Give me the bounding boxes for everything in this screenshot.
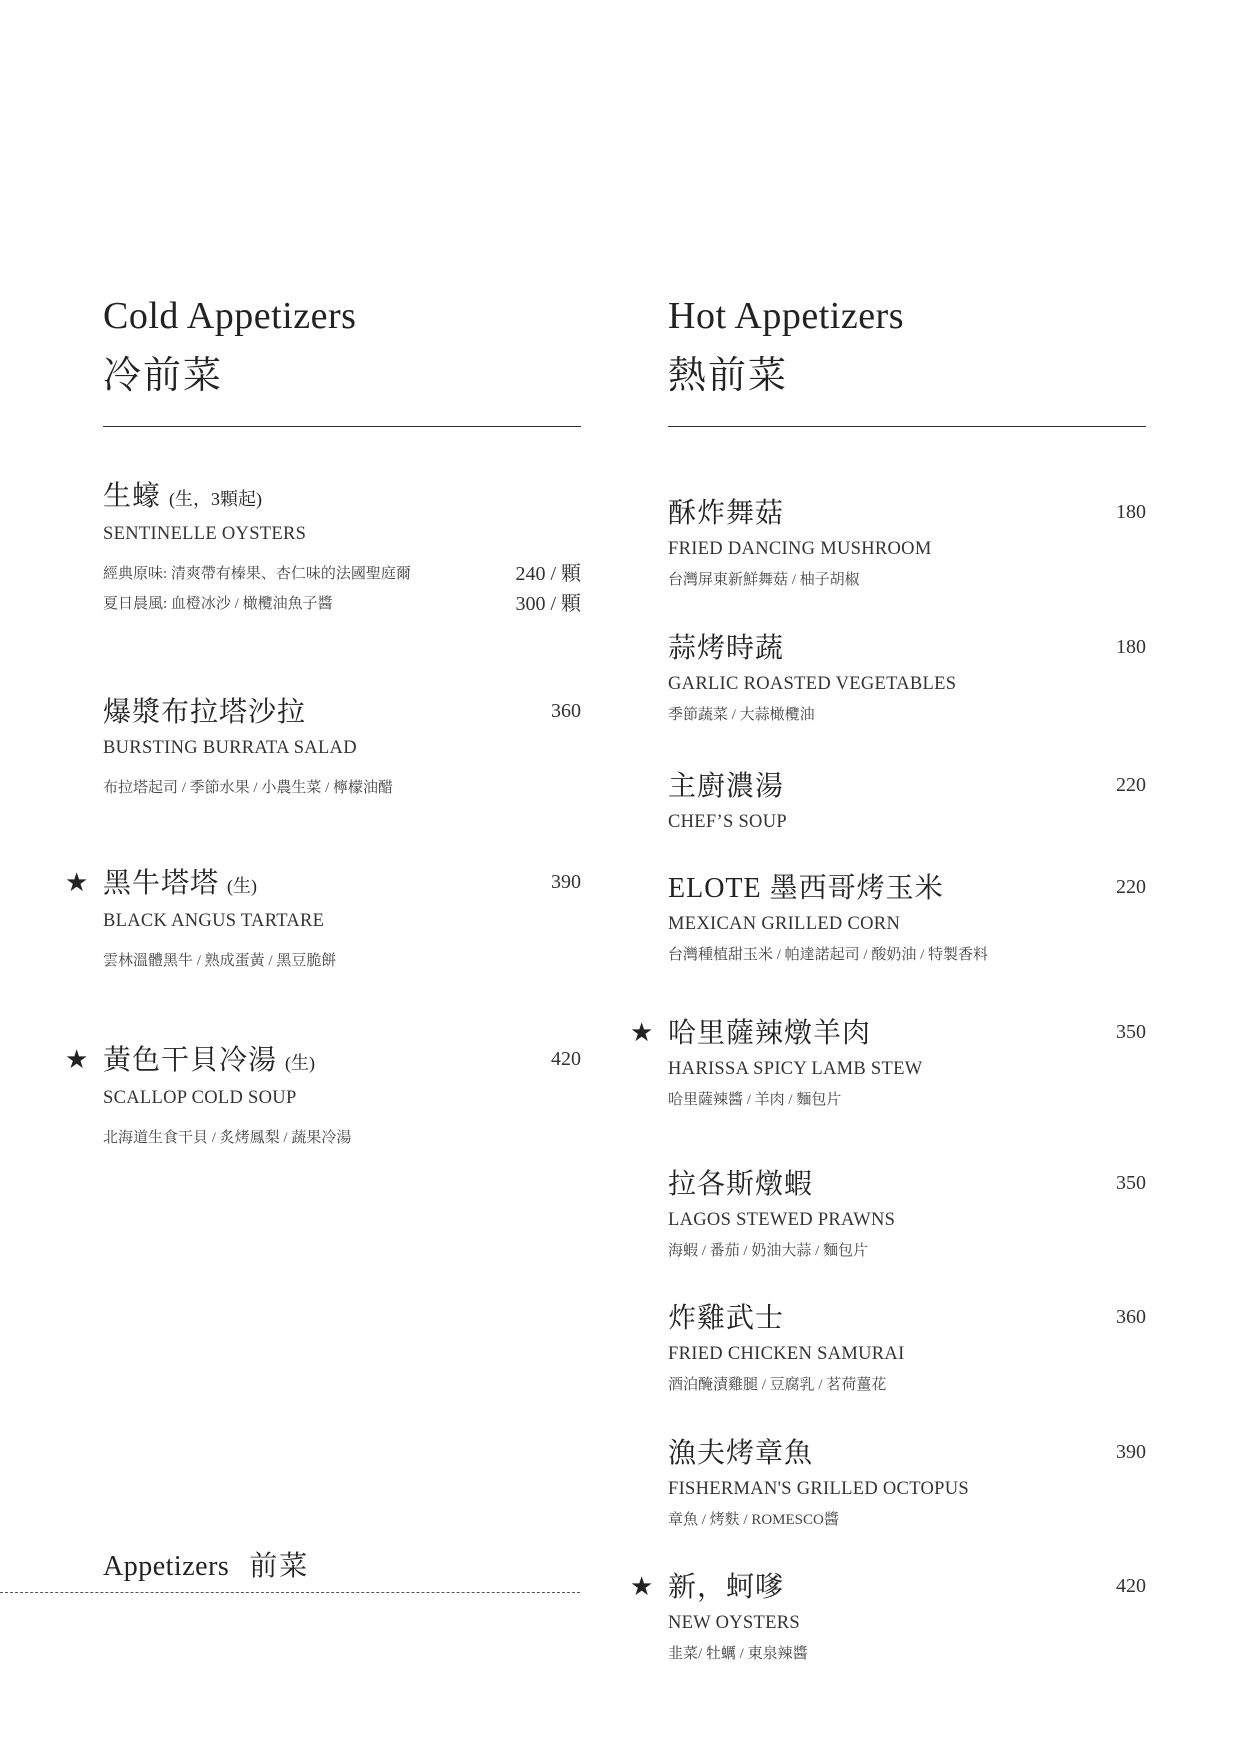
item-description: 雲林溫體黑牛 / 熟成蛋黃 / 黑豆脆餅 <box>103 953 337 969</box>
item-name-zh: ELOTE 墨西哥烤玉米 <box>668 873 944 904</box>
page-category-label <box>103 1544 309 1584</box>
menu-item <box>630 1017 1146 1110</box>
price-option-price: 300 / 顆 <box>515 593 581 615</box>
menu-item-burrata <box>103 696 581 798</box>
price-option-label: 經典原味: 清爽帶有榛果、杏仁味的法國聖庭爾 <box>103 566 411 582</box>
item-name-zh: 黑牛塔塔 <box>103 868 220 899</box>
item-description: 台灣種植甜玉米 / 帕達諾起司 / 酸奶油 / 特製香料 <box>668 947 989 963</box>
item-name-zh: 酥炸舞菇 <box>668 498 785 529</box>
star-icon: ★ <box>65 868 89 897</box>
item-note: (生) <box>285 1053 316 1073</box>
item-description: 北海道生食干貝 / 炙烤鳳梨 / 蔬果冷湯 <box>103 1130 352 1146</box>
category-label-en: Appetizers <box>103 1551 230 1582</box>
item-name-en: HARISSA SPICY LAMB STEW <box>668 1059 923 1079</box>
item-name-zh: 拉各斯燉蝦 <box>668 1169 814 1200</box>
star-icon: ★ <box>630 1018 654 1047</box>
item-description: 韭菜/ 牡蠣 / 東泉辣醬 <box>668 1646 808 1662</box>
menu-item <box>630 1571 1146 1664</box>
item-name-en: BLACK ANGUS TARTARE <box>103 911 325 931</box>
menu-item <box>668 632 1146 725</box>
item-price: 420 <box>551 1048 581 1070</box>
item-price: 360 <box>551 700 581 722</box>
item-price: 420 <box>1116 1575 1146 1597</box>
menu-item <box>668 872 1146 965</box>
item-name-en: FRIED CHICKEN SAMURAI <box>668 1344 905 1364</box>
item-name-en: FRIED DANCING MUSHROOM <box>668 539 932 559</box>
item-description: 酒泊醃漬雞腿 / 豆腐乳 / 茗荷薑花 <box>668 1377 887 1393</box>
cold-section-title-en: Cold Appetizers <box>103 295 357 337</box>
menu-item <box>668 497 1146 590</box>
item-name-zh: 蒜烤時蔬 <box>668 633 785 664</box>
item-price: 180 <box>1116 501 1146 523</box>
price-option-price: 240 / 顆 <box>515 563 581 585</box>
hot-section-title-en: Hot Appetizers <box>668 295 905 337</box>
item-name-zh: 哈里薩辣燉羊肉 <box>668 1018 872 1049</box>
star-icon: ★ <box>65 1045 89 1074</box>
menu-item <box>668 1302 1146 1395</box>
item-note: (生，3顆起) <box>169 489 263 509</box>
item-name-zh: 生蠔 <box>103 481 162 512</box>
footer-dashed-divider <box>0 1592 580 1593</box>
item-name-zh: 爆漿布拉塔沙拉 <box>103 697 307 728</box>
item-name-en: CHEF’S SOUP <box>668 812 787 832</box>
price-option-row <box>103 559 581 589</box>
item-name-en: BURSTING BURRATA SALAD <box>103 738 357 758</box>
item-description: 章魚 / 烤麩 / ROMESCO醬 <box>668 1512 839 1528</box>
item-price: 360 <box>1116 1306 1146 1328</box>
item-name-en: NEW OYSTERS <box>668 1613 800 1633</box>
hot-section-divider <box>668 426 1146 427</box>
item-price: 390 <box>551 871 581 893</box>
item-description: 哈里薩辣醬 / 羊肉 / 麵包片 <box>668 1092 842 1108</box>
cold-section-title-zh: 冷前菜 <box>103 355 224 397</box>
menu-item-black-angus-tartare <box>65 867 581 971</box>
item-name-zh: 炸雞武士 <box>668 1303 785 1334</box>
category-label-zh: 前菜 <box>249 1551 310 1582</box>
item-name-en: SENTINELLE OYSTERS <box>103 524 307 544</box>
hot-section-title-zh: 熱前菜 <box>668 355 789 397</box>
item-name-en: SCALLOP COLD SOUP <box>103 1088 297 1108</box>
item-name-zh: 新，蚵嗲 <box>668 1572 785 1603</box>
menu-item-scallop-cold-soup <box>65 1044 581 1148</box>
menu-item <box>668 770 1146 833</box>
item-name-en: MEXICAN GRILLED CORN <box>668 914 901 934</box>
item-description: 布拉塔起司 / 季節水果 / 小農生菜 / 檸檬油醋 <box>103 780 394 796</box>
item-price: 180 <box>1116 636 1146 658</box>
item-name-en: LAGOS STEWED PRAWNS <box>668 1210 896 1230</box>
item-name-zh: 主廚濃湯 <box>668 771 785 802</box>
menu-item-oysters <box>103 480 581 619</box>
menu-item <box>668 1437 1146 1530</box>
item-name-en: FISHERMAN'S GRILLED OCTOPUS <box>668 1479 969 1499</box>
cold-section-divider <box>103 426 581 427</box>
price-option-label: 夏日晨風: 血橙冰沙 / 橄欖油魚子醬 <box>103 596 333 612</box>
item-description: 季節蔬菜 / 大蒜橄欖油 <box>668 707 815 723</box>
item-name-en: GARLIC ROASTED VEGETABLES <box>668 674 957 694</box>
item-price: 220 <box>1116 876 1146 898</box>
item-price: 220 <box>1116 774 1146 796</box>
menu-item <box>668 1168 1146 1261</box>
item-description: 台灣屏東新鮮舞菇 / 柚子胡椒 <box>668 572 860 588</box>
star-icon: ★ <box>630 1572 654 1601</box>
price-option-row <box>103 589 581 619</box>
item-description: 海蝦 / 番茄 / 奶油大蒜 / 麵包片 <box>668 1243 869 1259</box>
item-price: 350 <box>1116 1172 1146 1194</box>
item-name-zh: 漁夫烤章魚 <box>668 1438 814 1469</box>
item-name-zh: 黃色干貝冷湯 <box>103 1045 278 1076</box>
item-price: 390 <box>1116 1441 1146 1463</box>
item-note: (生) <box>227 876 258 896</box>
item-price: 350 <box>1116 1021 1146 1043</box>
